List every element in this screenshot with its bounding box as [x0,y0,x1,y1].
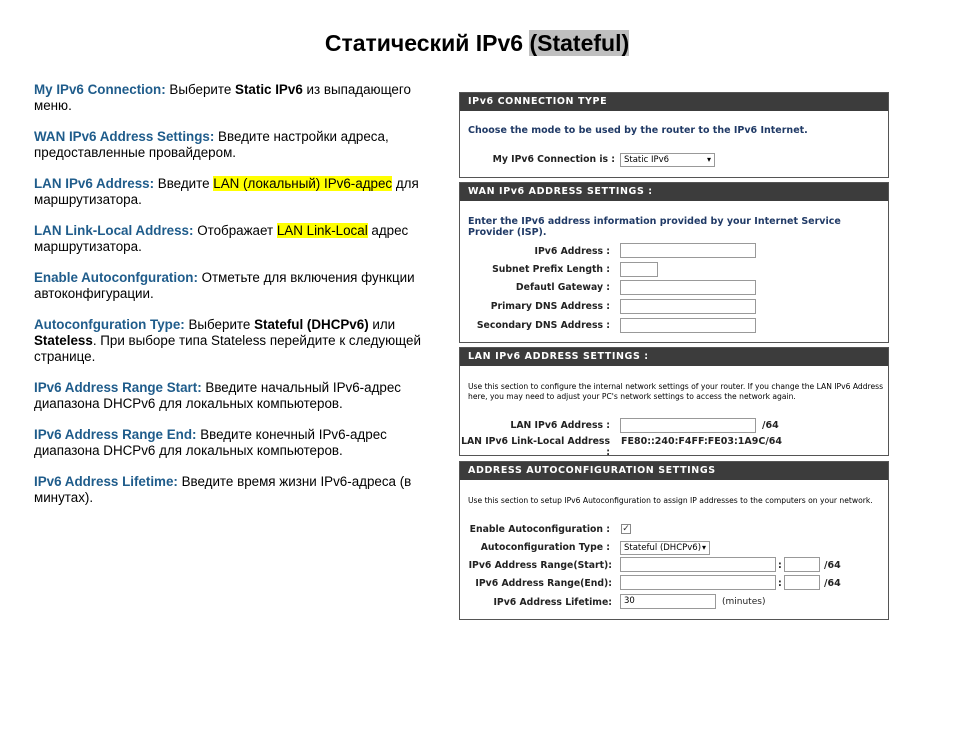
lan-ipv6-address-label: LAN IPv6 Address : [510,420,610,431]
title-highlight: (Stateful) [529,30,630,56]
default-gateway-label: Defautl Gateway : [515,282,610,293]
instruction-item: LAN Link-Local Address: Отображает LAN Link-Local адрес маршрутизатора. [34,223,409,254]
page-title: Статический IPv6 (Stateful) [324,30,630,56]
range-start-prefix: /64 [824,560,841,571]
range-end-prefix: /64 [824,578,841,589]
autoconfig-type-select[interactable]: Stateful (DHCPv6) ▾ [620,541,710,555]
range-start-suffix-input[interactable] [784,557,820,572]
wan-settings-panel [459,182,889,343]
instructions [34,82,446,521]
ipv6-address-input[interactable] [620,243,756,258]
chevron-down-icon: ▾ [701,543,706,552]
instruction-item: WAN IPv6 Address Settings: Введите настройки адреса, предоставленные провайдером. [34,129,389,160]
default-gateway-input[interactable] [620,280,756,295]
wan-settings-desc: Enter the IPv6 address information provided by your Internet Service Provider (ISP). [468,216,841,238]
autoconfig-desc: Use this section to setup IPv6 Autoconfiguration to assign IP addresses to the computers on your network. [468,496,873,505]
link-local-label: LAN IPv6 Link-Local Address : [461,436,610,458]
lifetime-input[interactable]: 30 [620,594,716,609]
lan-settings-desc-1: Use this section to configure the internal network settings of your router. If you change the LAN IPv6 Address [468,382,884,391]
autoconfig-header: ADDRESS AUTOCONFIGURATION SETTINGS [460,462,888,480]
lifetime-label: IPv6 Address Lifetime: [493,597,612,608]
enable-autoconfig-label: Enable Autoconfiguration : [469,524,610,535]
connection-type-desc: Choose the mode to be used by the router to the IPv6 Internet. [468,125,808,136]
secondary-dns-label: Secondary DNS Address : [476,320,610,331]
lifetime-unit: (minutes) [722,597,766,607]
instruction-item: IPv6 Address Range End: Введите конечный IPv6-адрес диапазона DHCPv6 для локальных компьютеров. [34,427,387,458]
connection-type-panel [459,92,889,178]
primary-dns-label: Primary DNS Address : [490,301,610,312]
instruction-item: Autoconfguration Type: Выберите Stateful (DHCPv6) или Stateless. При выборе типа Stateless перейдите к следующей странице. [34,317,421,364]
wan-settings-header: WAN IPv6 ADDRESS SETTINGS : [460,183,888,201]
range-start-input[interactable] [620,557,776,572]
instruction-item: My IPv6 Connection: Выберите Static IPv6 из выпадающего меню. [34,82,411,113]
connection-type-select[interactable]: Static IPv6 ▾ [620,153,715,167]
instruction-item: IPv6 Address Lifetime: Введите время жизни IPv6-адреса (в минутах). [34,474,412,505]
range-end-suffix-input[interactable] [784,575,820,590]
range-end-input[interactable] [620,575,776,590]
instruction-item: LAN IPv6 Address: Введите LAN (локальный) IPv6-адрес для маршрутизатора. [34,176,419,207]
connection-type-label: My IPv6 Connection is : [492,154,615,165]
lan-prefix-suffix: /64 [762,420,779,431]
instruction-item: IPv6 Address Range Start: Введите начальный IPv6-адрес диапазона DHCPv6 для локальных компьютеров. [34,380,401,411]
primary-dns-input[interactable] [620,299,756,314]
enable-autoconfig-checkbox[interactable]: ✓ [622,524,630,534]
instruction-item: Enable Autoconfguration: Отметьте для включения функции автоконфигурации. [34,270,415,301]
autoconfig-panel: ADDRESS AUTOCONFIGURATION SETTINGS Use this section to setup IPv6 Autoconfiguration to assign IP addresses to the computers on your network. Enable Autoconfiguration : ✓ Autoconfiguration Type : Stateful (DHCPv6) ▾ IPv6 Address Range(Start): : /64 IPv6 Address Range(End): : /64 IPv6 Address Lifetime: 30 (minutes) [459,461,889,620]
lan-settings-desc-2: here, you may need to adjust your PC's network settings to access the network again. [468,392,796,401]
ipv6-address-label: IPv6 Address : [534,246,610,257]
connection-type-header: IPv6 CONNECTION TYPE [460,93,888,111]
range-end-label: IPv6 Address Range(End): [475,578,612,589]
subnet-prefix-input[interactable] [620,262,658,277]
link-local-value: FE80::240:F4FF:FE03:1A9C/64 [621,436,783,447]
range-start-label: IPv6 Address Range(Start): [468,560,612,571]
lan-settings-header: LAN IPv6 ADDRESS SETTINGS : [460,348,888,366]
autoconfig-type-label: Autoconfiguration Type : [480,542,610,553]
chevron-down-icon: ▾ [706,155,711,164]
lan-settings-panel [459,347,889,456]
subnet-prefix-label: Subnet Prefix Length : [492,264,610,275]
lan-ipv6-address-input[interactable] [620,418,756,433]
secondary-dns-input[interactable] [620,318,756,333]
